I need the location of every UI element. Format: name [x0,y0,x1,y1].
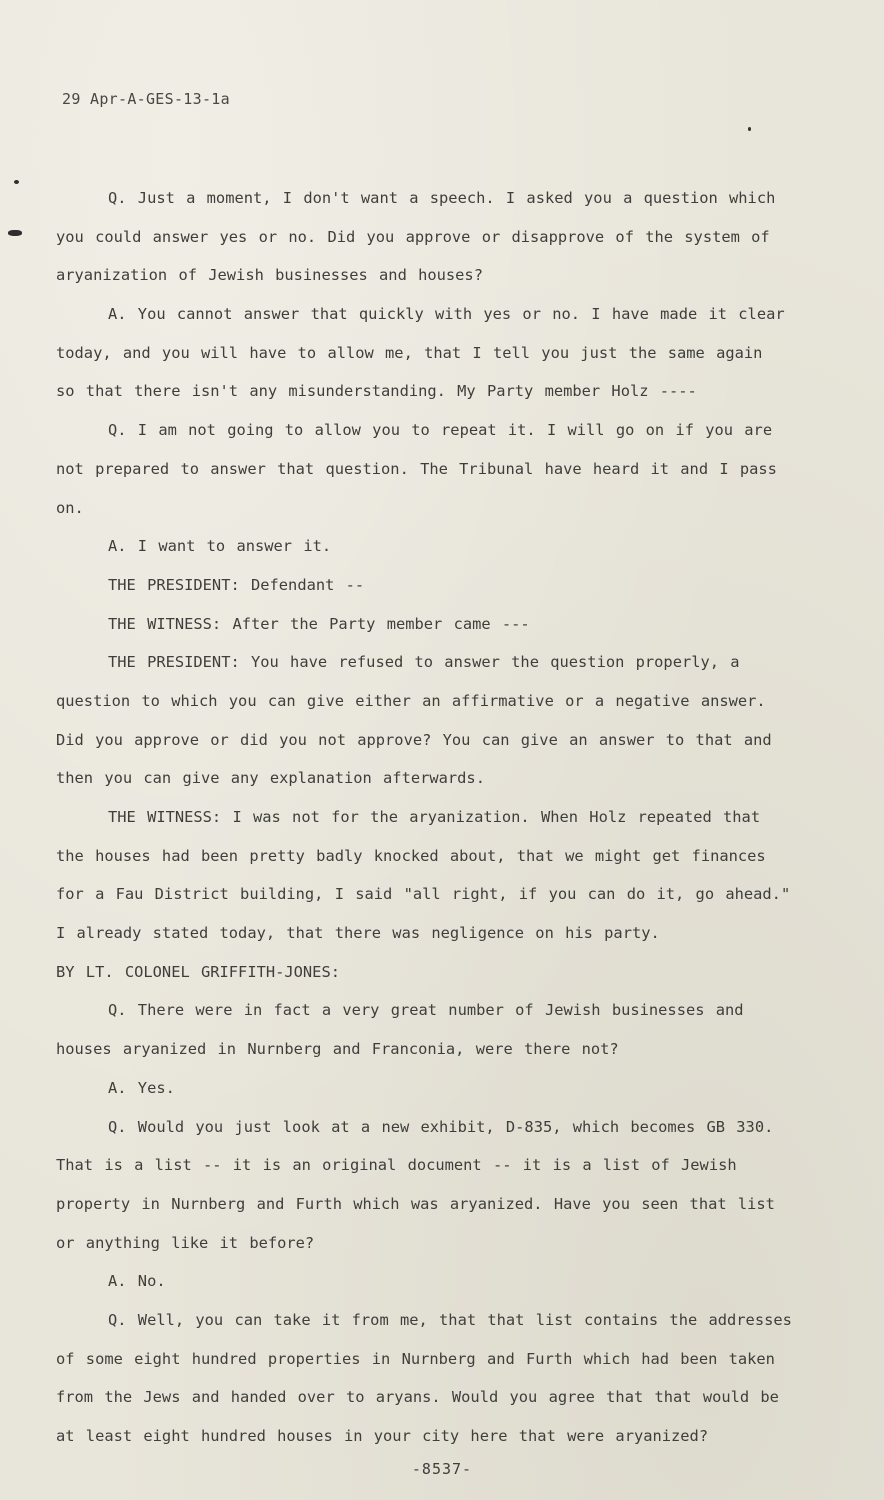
transcript-line: of some eight hundred properties in Nurnberg and Furth which had been taken [56,1349,775,1368]
transcript-line: today, and you will have to allow me, that I tell you just the same again [56,343,763,362]
transcript-line: Q. Just a moment, I don't want a speech. I asked you a question which [108,189,776,207]
transcript-line: Q. Would you just look at a new exhibit, D-835, which becomes GB 330. [108,1117,774,1136]
document-id: 29 Apr-A-GES-13-1a [62,90,230,108]
transcript-line: on. [56,498,84,517]
transcript-body [56,184,816,1461]
transcript-line: you could answer yes or no. Did you approve or disapprove of the system of [56,227,770,246]
transcript-line: aryanization of Jewish businesses and houses? [56,266,483,285]
transcript-line: I already stated today, that there was negligence on his party. [56,924,660,943]
transcript-line: THE WITNESS: I was not for the aryanization. When Holz repeated that [108,808,761,826]
paper-speck [748,127,751,131]
transcript-line: Did you approve or did you not approve? You can give an answer to that and [56,730,772,749]
transcript-line: for a Fau District building, I said "all right, if you can do it, go ahead." [56,885,791,904]
transcript-line: A. No. [108,1272,166,1291]
transcript-line: THE PRESIDENT: You have refused to answer the question properly, a [108,653,740,672]
transcript-line: BY LT. COLONEL GRIFFITH-JONES: [56,962,340,981]
transcript-line: the houses had been pretty badly knocked about, that we might get finances [56,846,766,865]
transcript-line: That is a list -- it is an original document -- it is a list of Jewish [56,1156,737,1175]
transcript-line: houses aryanized in Nurnberg and Franconia, were there not? [56,1040,619,1059]
transcript-line: THE WITNESS: After the Party member came --- [108,614,530,633]
paper-speck [8,230,22,236]
transcript-line: then you can give any explanation afterwards. [56,769,485,788]
transcript-line: so that there isn't any misunderstanding. My Party member Holz ---- [56,382,697,401]
transcript-line: not prepared to answer that question. The Tribunal have heard it and I pass [56,459,777,478]
transcript-line: A. I want to answer it. [108,537,332,556]
transcript-line: or anything like it before? [56,1233,315,1252]
paper-speck [14,180,19,184]
transcript-line: A. Yes. [108,1078,175,1097]
transcript-line: THE PRESIDENT: Defendant -- [108,575,365,594]
transcript-line: property in Nurnberg and Furth which was aryanized. Have you seen that list [56,1194,775,1213]
transcript-line: Q. I am not going to allow you to repeat it. I will go on if you are [108,421,773,440]
transcript-line: at least eight hundred houses in your city here that were aryanized? [56,1427,709,1445]
transcript-line: Q. Well, you can take it from me, that that list contains the addresses [108,1310,792,1329]
transcript-line: question to which you can give either an affirmative or a negative answer. [56,691,766,710]
transcript-line: from the Jews and handed over to aryans. Would you agree that that would be [56,1388,779,1407]
page-number: -8537- [411,1460,473,1478]
transcript-line: Q. There were in fact a very great number of Jewish businesses and [108,1001,744,1020]
transcript-line: A. You cannot answer that quickly with yes or no. I have made it clear [108,305,785,324]
